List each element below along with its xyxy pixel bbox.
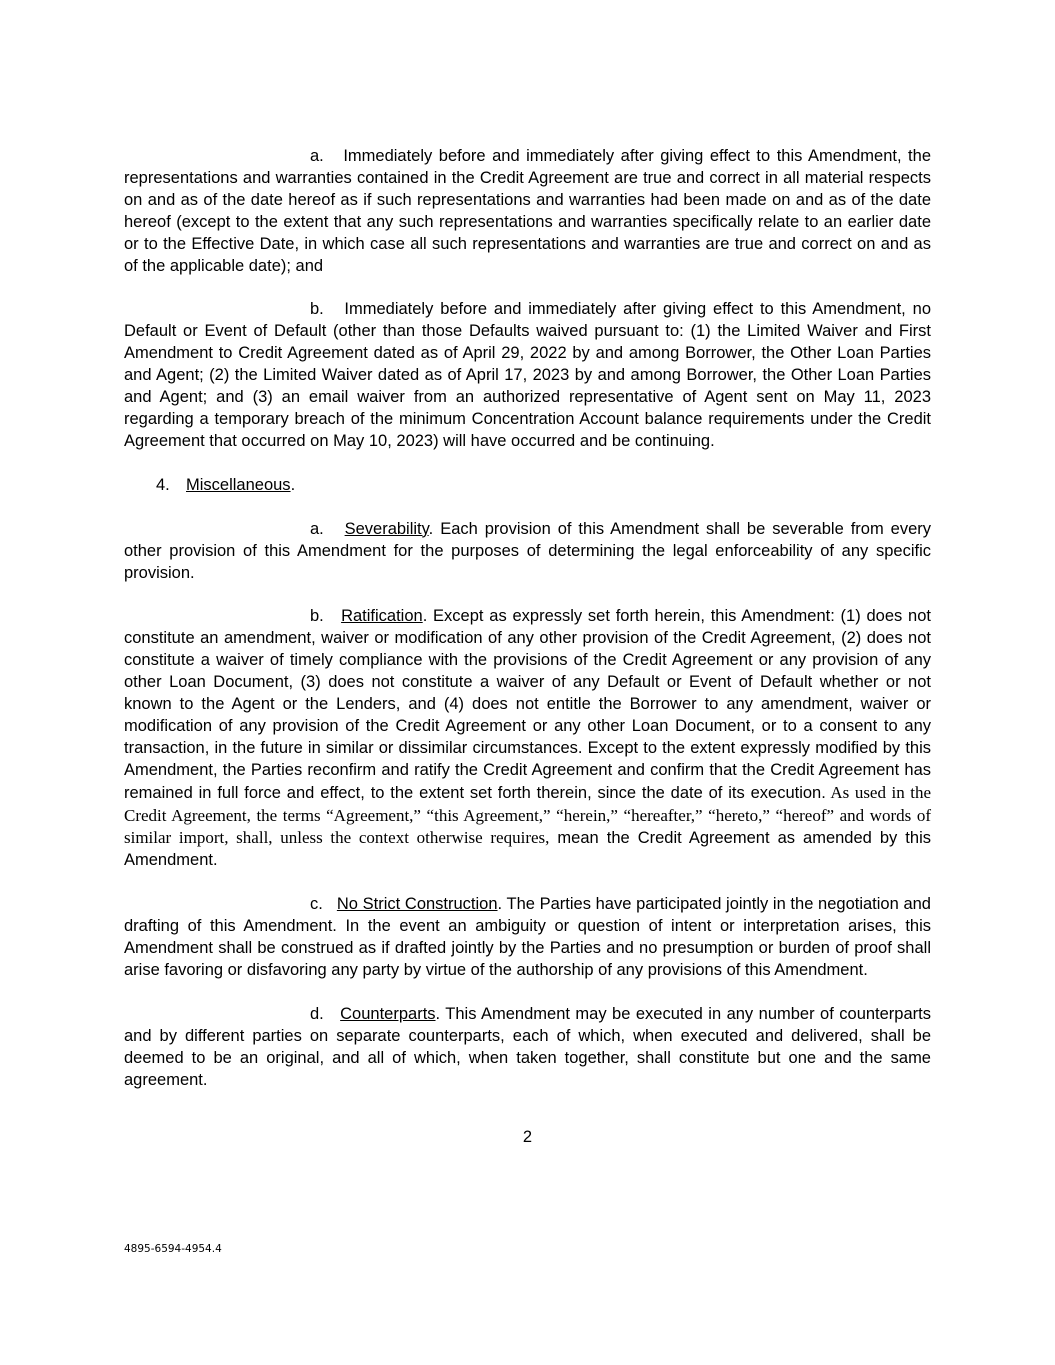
paragraph-3b (124, 299, 931, 452)
paragraph-label: a. (310, 147, 324, 165)
clause-heading: Severability (344, 519, 429, 538)
clause-text: . Each provision of this Amendment shall be severable from every other provision of this Amendment for the purposes of determining the legal enforceability of any specific provision. (124, 519, 931, 582)
clause-severability (124, 519, 931, 585)
clause-text-serif: As used in the Credit Agreement, the terms “Agreement,” “this Agreement,” “herein,” “hereafter,” “hereto,” “hereof” and words of similar import, shall, unless the context otherwise requires, (124, 782, 932, 848)
clause-label: b. (310, 607, 324, 626)
clause-label: a. (310, 519, 324, 538)
clause-text-tail: mean the Credit Agreement as amended by this Amendment. (124, 829, 931, 870)
paragraph-3a (124, 146, 931, 277)
document-id: 4895-6594-4954.4 (124, 1243, 222, 1255)
clause-heading: No Strict Construction (336, 895, 498, 914)
clause-counterparts (124, 1004, 931, 1092)
section-number: 4. (156, 475, 170, 494)
paragraph-text: Immediately before and immediately after giving effect to this Amendment, the representations and warranties contained in the Credit Agreement are true and correct in all material respects on and as of the date hereof as if such representations and warranties had been made on and as of the date hereof (except to the extent that any such representations and warranties specifically relate to an earlier date or to the Effective Date, in which case all such representations and warranties are true and correct on and as of the applicable date); and (124, 147, 931, 275)
clause-label: d. (310, 1004, 324, 1023)
clause-ratification (124, 606, 931, 872)
paragraph-text: Immediately before and immediately after giving effect to this Amendment, no Default or Event of Default (other than those Defaults waived pursuant to: (1) the Limited Waiver and First Amendment to Credit Agreement dated as of April 29, 2022 by and among Borrower, the Other Loan Parties and Agent; (2) the Limited Waiver dated as of April 17, 2023 by and among Borrower, the Other Loan Parties and Agent; and (3) an email waiver from an authorized representative of Agent sent on May 11, 2023 regarding a temporary breach of the minimum Concentration Account balance requirements under the Credit Agreement that occurred on May 10, 2023) will have occurred and be continuing. (124, 300, 931, 450)
clause-text: . This Amendment may be executed in any number of counterparts and by different parties on separate counterparts, each of which, when executed and delivered, shall be deemed to be an original, and all of which, when taken together, shall constitute but one and the same agreement. (124, 1004, 931, 1089)
document-page (124, 146, 931, 1092)
clause-text: . The Parties have participated jointly in the negotiation and drafting of this Amendment. In the event an ambiguity or question of intent or interpretation arises, this Amendment shall be construed as if drafted jointly by the Parties and no presumption or burden of proof shall arise favoring or disfavoring any party by virtue of the authorship of any provisions of this Amendment. (124, 895, 931, 979)
clause-heading: Ratification (341, 607, 423, 626)
clause-no-strict-construction (124, 894, 931, 982)
page-number: 2 (522, 1128, 533, 1146)
clause-heading: Counterparts (340, 1004, 436, 1023)
section-title-suffix: . (290, 475, 296, 494)
section-heading-miscellaneous (124, 475, 931, 497)
paragraph-label: b. (310, 300, 324, 319)
section-title: Miscellaneous (186, 475, 291, 494)
clause-label: c. (310, 895, 323, 914)
clause-text: . Except as expressly set forth herein, this Amendment: (1) does not constitute an amendment, waiver or modification of any other provision of the Credit Agreement, (2) does not constitute a waiver of timely compliance with the provisions of the Credit Agreement or any provision of any other Loan Document, (3) does not constitute a waiver of any Default or Event of Default whether or not known to the Agent or the Lenders, and (4) does not entitle the Borrower to any amendment, waiver or modification of any provision of the Credit Agreement or any other Loan Document, or to a consent to any transaction, in the future in similar or dissimilar circumstances. Except to the extent expressly modified by this Amendment, the Parties reconfirm and ratify the Credit Agreement and confirm that the Credit Agreement has remained in full force and effect, to the extent set forth therein, since the date of its execution. (124, 607, 931, 802)
